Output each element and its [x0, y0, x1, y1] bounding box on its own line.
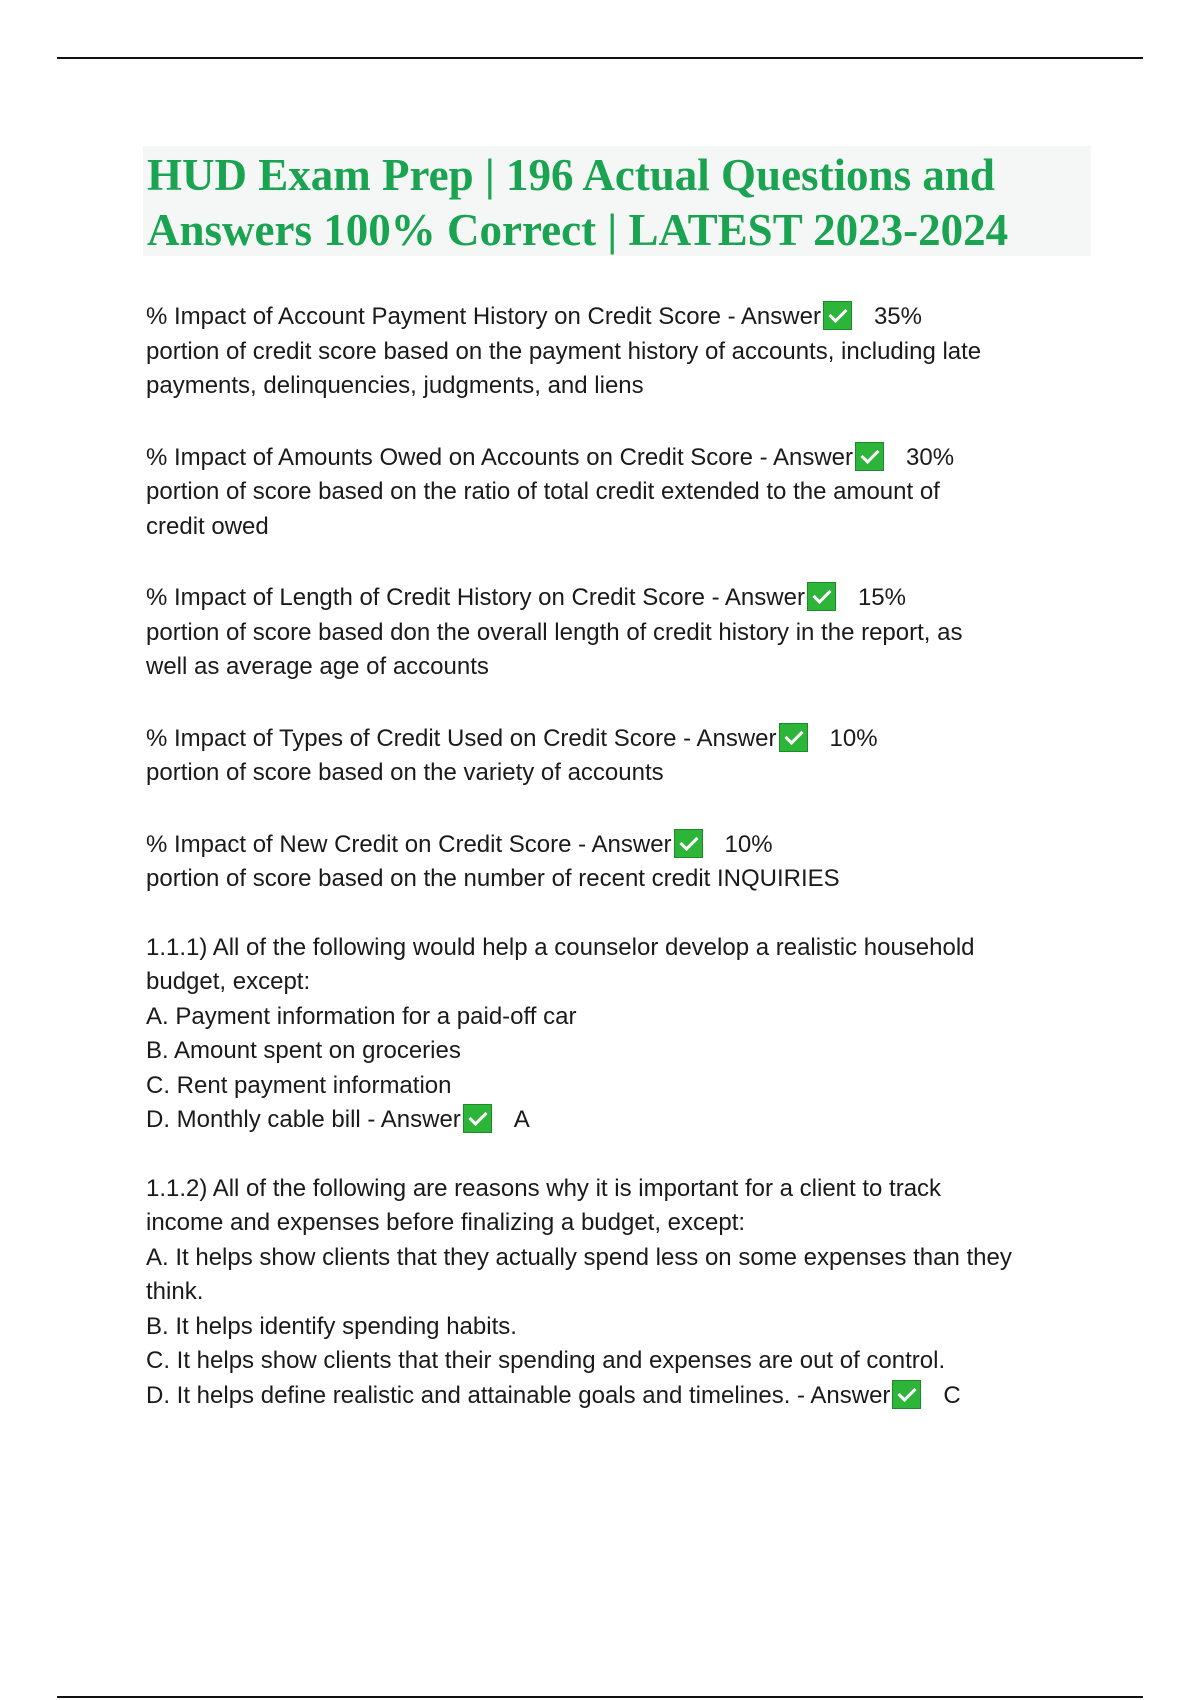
question-line	[146, 722, 1096, 757]
explanation-line: payments, delinquencies, judgments, and liens	[146, 372, 644, 399]
checkmark-icon	[892, 1380, 921, 1409]
checkmark-icon	[855, 442, 884, 471]
answer-text: 10%	[829, 724, 878, 752]
checkmark-icon	[779, 723, 808, 752]
document-body	[146, 300, 1096, 1413]
answer-text: 15%	[857, 584, 906, 611]
option-line: A. It helps show clients that they actually spend less on some expenses than they	[146, 1243, 1012, 1271]
checkmark-icon	[463, 1104, 492, 1133]
option-line: B. It helps identify spending habits.	[146, 1312, 517, 1340]
checkmark-icon	[674, 829, 703, 858]
answer-text: A	[513, 1106, 530, 1133]
title-block	[143, 146, 1091, 256]
question-text: % Impact of Types of Credit Used on Credit Score - Answer	[146, 724, 777, 752]
explanation-line: portion of score based on the number of recent credit INQUIRIES	[146, 865, 840, 892]
question-text: % Impact of New Credit on Credit Score - Answer	[146, 830, 672, 858]
qa-item	[146, 300, 1096, 404]
title-line-1: HUD Exam Prep | 196 Actual Questions and	[147, 150, 995, 200]
answer-text: 35%	[873, 303, 922, 330]
explanation-line: portion of score based on the ratio of total credit extended to the amount of	[146, 478, 940, 505]
question-line	[146, 581, 1096, 616]
explanation-line: credit owed	[146, 512, 269, 540]
answer-text: C	[943, 1381, 961, 1409]
option-line: B. Amount spent on groceries	[146, 1037, 461, 1064]
option-text: D. Monthly cable bill - Answer	[146, 1106, 461, 1133]
option-line: C. Rent payment information	[146, 1071, 452, 1099]
answer-text: 30%	[906, 443, 955, 471]
qa-item	[146, 828, 1096, 897]
qa-item	[146, 722, 1096, 791]
option-line: C. It helps show clients that their spending and expenses are out of control.	[146, 1347, 946, 1374]
question-text: % Impact of Account Payment History on Credit Score - Answer	[146, 303, 821, 330]
qa-item	[146, 581, 1096, 685]
top-rule	[57, 57, 1143, 59]
option-line: think.	[146, 1278, 204, 1305]
question-line	[146, 441, 1096, 476]
qa-item	[146, 441, 1096, 545]
mcq-item	[146, 1172, 1096, 1414]
explanation-line: well as average age of accounts	[146, 653, 489, 680]
option-text: D. It helps define realistic and attainable goals and timelines. - Answer	[146, 1381, 891, 1409]
option-line: A. Payment information for a paid-off car	[146, 1002, 577, 1030]
mcq-item	[146, 931, 1096, 1138]
question-stem-line: budget, except:	[146, 968, 311, 995]
option-answer-line	[146, 1379, 1096, 1414]
option-answer-line	[146, 1103, 1096, 1138]
explanation-line: portion of credit score based on the payment history of accounts, including late	[146, 337, 982, 365]
title-line-2: Answers 100% Correct | LATEST 2023-2024	[147, 205, 1009, 255]
document-title	[143, 146, 1091, 258]
question-line	[146, 828, 1096, 863]
question-text: % Impact of Amounts Owed on Accounts on Credit Score - Answer	[146, 443, 854, 471]
checkmark-icon	[807, 582, 836, 611]
question-text: % Impact of Length of Credit History on Credit Score - Answer	[146, 584, 805, 611]
question-stem-line: 1.1.2) All of the following are reasons why it is important for a client to track	[146, 1174, 942, 1202]
explanation-line: portion of score based don the overall length of credit history in the report, as	[146, 618, 963, 646]
bottom-rule	[57, 1696, 1143, 1698]
answer-text: 10%	[724, 830, 773, 858]
checkmark-icon	[823, 301, 852, 330]
explanation-line: portion of score based on the variety of accounts	[146, 759, 664, 786]
question-stem-line: income and expenses before finalizing a budget, except:	[146, 1209, 746, 1236]
question-line	[146, 300, 1096, 335]
question-stem-line: 1.1.1) All of the following would help a counselor develop a realistic household	[146, 933, 975, 961]
